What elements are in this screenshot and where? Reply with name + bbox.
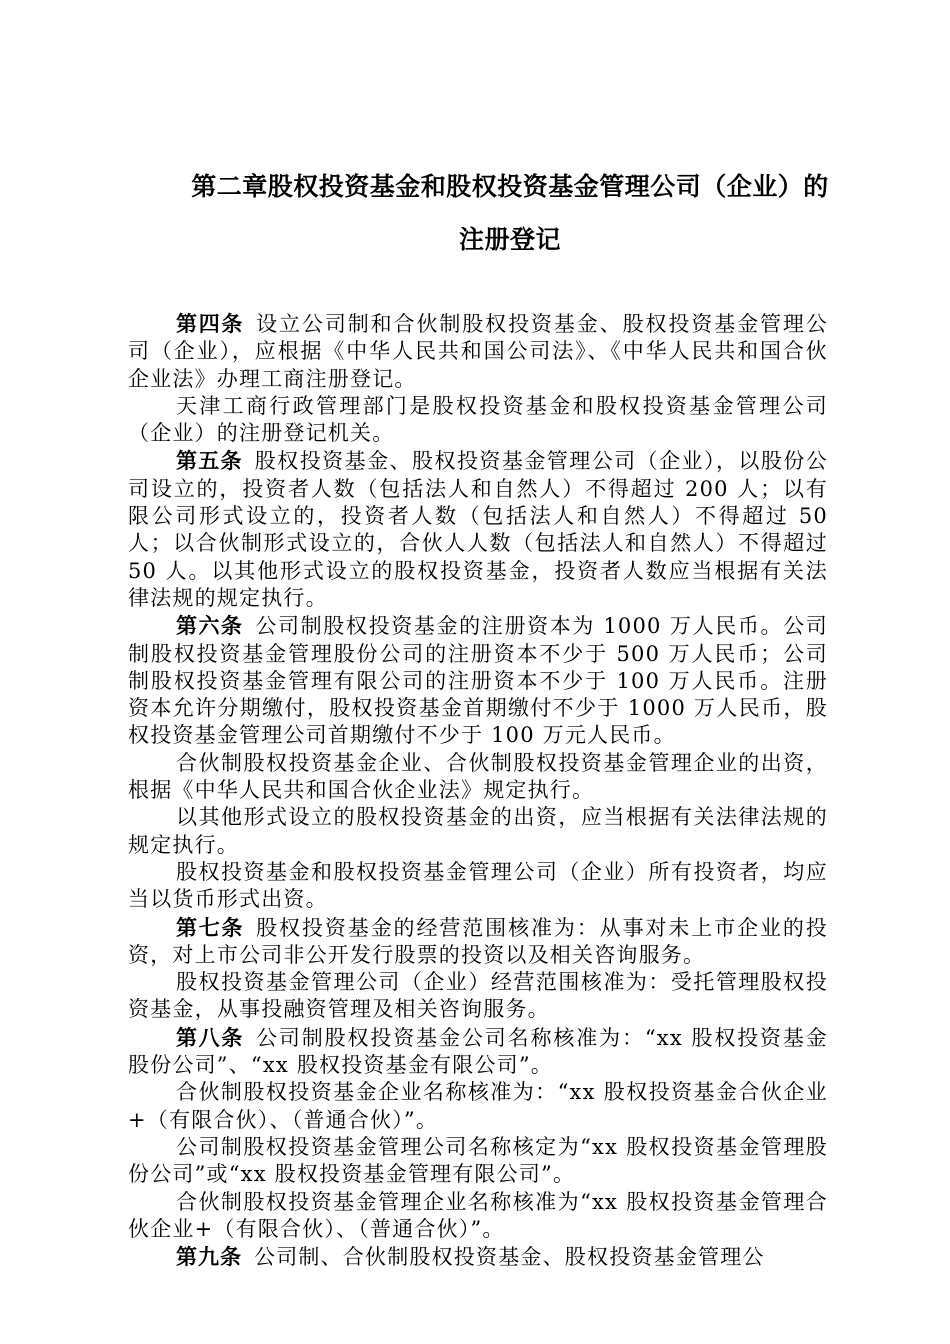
article-heading: 第八条 xyxy=(176,1024,245,1050)
paragraph xyxy=(128,804,828,859)
paragraph-text: 天津工商行政管理部门是股权投资基金和股权投资基金管理公司（企业）的注册登记机关。 xyxy=(128,393,828,446)
paragraph xyxy=(128,393,828,448)
paragraph-article-8 xyxy=(128,1024,828,1080)
paragraph-text: 以其他形式设立的股权投资基金的出资，应当根据有关法律法规的规定执行。 xyxy=(128,805,828,857)
paragraph-text: 合伙制股权投资基金管理企业名称核准为“xx 股权投资基金管理合伙企业+（有限合伙）、（普通合伙）”。 xyxy=(128,1189,828,1241)
document-body xyxy=(128,310,828,1271)
paragraph-text: 公司制股权投资基金管理公司名称核定为“xx 股权投资基金管理股份公司”或“xx 股权投资基金管理有限公司”。 xyxy=(128,1134,828,1187)
paragraph-text: 公司制股权投资基金公司名称核准为：“xx 股权投资基金股份公司”、“xx 股权投资基金有限公司”。 xyxy=(128,1025,829,1078)
paragraph-text: 合伙制股权投资基金企业名称核准为：“xx 股权投资基金合伙企业+（有限合伙）、（普通合伙）”。 xyxy=(128,1080,828,1132)
paragraph-text: 设立公司制和合伙制股权投资基金、股权投资基金管理公司（企业），应根据《中华人民共和国公司法》、《中华人民共和国合伙企业法》办理工商注册登记。 xyxy=(128,312,829,391)
article-heading: 第五条 xyxy=(176,448,243,474)
paragraph-text: 股权投资基金管理公司（企业）经营范围核准为：受托管理股权投资基金，从事投融资管理及相关咨询服务。 xyxy=(128,970,828,1022)
paragraph-article-9 xyxy=(128,1243,828,1271)
paragraph xyxy=(128,859,828,914)
article-heading: 第六条 xyxy=(176,613,244,639)
paragraph-text: 股权投资基金的经营范围核准为：从事对未上市企业的投资，对上市公司非公开发行股票的投资以及相关咨询服务。 xyxy=(128,915,829,967)
paragraph-text: 合伙制股权投资基金企业、合伙制股权投资基金管理企业的出资，根据《中华人民共和国合伙企业法》规定执行。 xyxy=(128,750,828,803)
chapter-title-line-2: 注册登记 xyxy=(458,225,561,254)
article-heading: 第四条 xyxy=(176,311,245,336)
paragraph xyxy=(128,750,828,805)
paragraph-text: 公司制股权投资基金的注册资本为 1000 万人民币。公司制股权投资基金管理股份公司的注册资本不少于 500 万人民币；公司制股权投资基金管理有限公司的注册资本不少于 100 万人民币。注册资本允许分期缴付，股权投资基金首期缴付不少于 1000 万人民币，股权投资基金管理公司首期缴付不少于 100 万元人民币。 xyxy=(128,614,828,748)
paragraph xyxy=(128,1079,828,1134)
paragraph-article-7 xyxy=(128,914,828,970)
paragraph-text: 股权投资基金和股权投资基金管理公司（企业）所有投资者，均应当以货币形式出资。 xyxy=(128,859,828,912)
paragraph-article-6 xyxy=(128,612,828,749)
article-heading: 第七条 xyxy=(176,914,245,940)
article-heading: 第九条 xyxy=(176,1244,242,1270)
paragraph-text: 公司制、合伙制股权投资基金、股权投资基金管理公 xyxy=(254,1245,765,1270)
paragraph xyxy=(128,969,828,1024)
paragraph-article-4 xyxy=(128,310,828,393)
paragraph-text: 股权投资基金、股权投资基金管理公司（企业），以股份公司设立的，投资者人数（包括法人和自然人）不得超过 200 人；以有限公司形式设立的，投资者人数（包括法人和自然人）不得超过 50 人；以合伙制形式设立的，合伙人人数（包括法人和自然人）不得超过 50 人。以其他形式设立的股权投资基金，投资者人数应当根据有关法律法规的规定执行。 xyxy=(128,449,829,610)
paragraph xyxy=(128,1134,828,1189)
paragraph xyxy=(128,1189,828,1244)
chapter-title-line-1: 第二章股权投资基金和股权投资基金管理公司（企业）的 xyxy=(191,172,829,201)
paragraph-article-5 xyxy=(128,447,828,612)
